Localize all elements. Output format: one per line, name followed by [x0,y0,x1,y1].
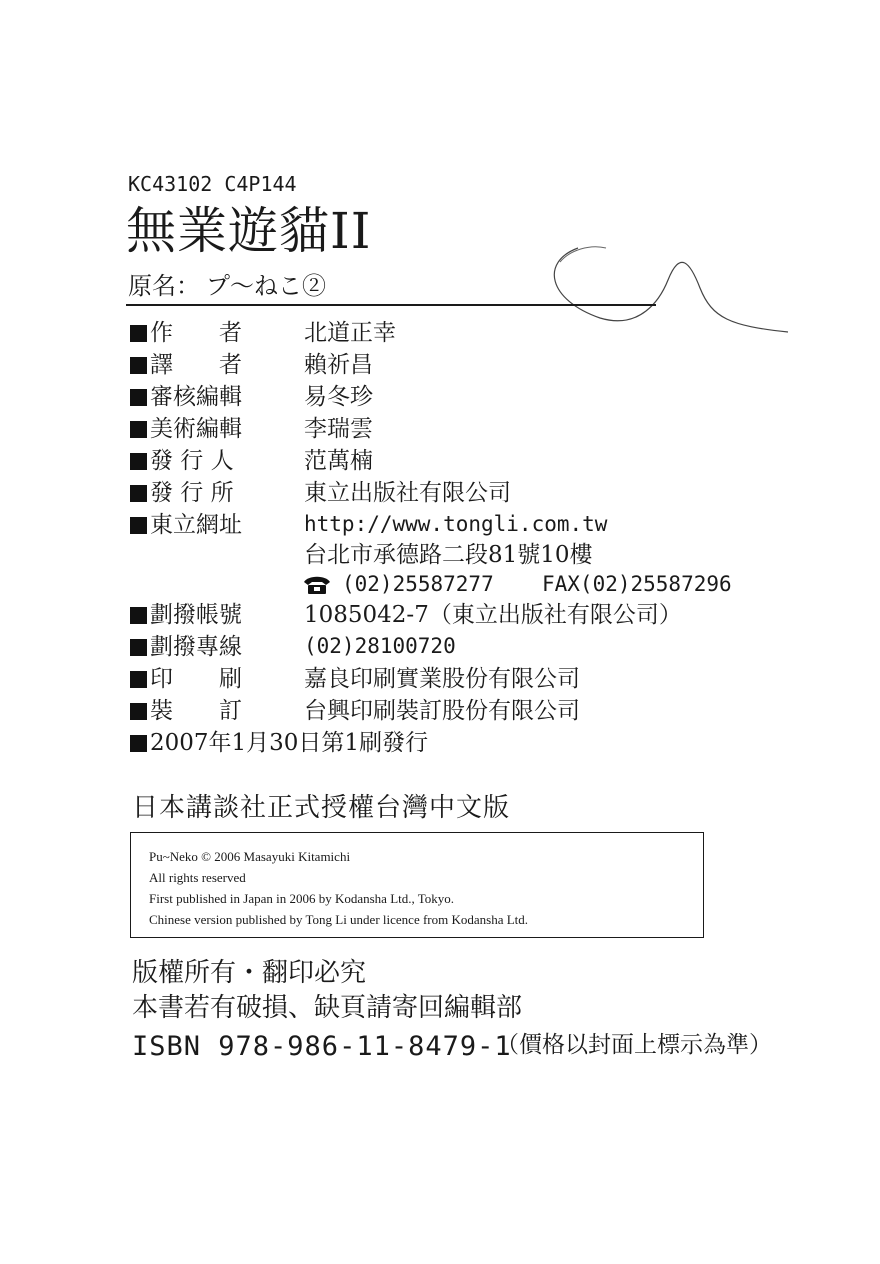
print-date: 2007年1月30日第1刷發行 [150,730,429,756]
credit-label-art-editor: 美術編輯 [150,416,242,442]
copyright-box [130,832,704,938]
bullet-square-icon [130,517,147,534]
website-link[interactable]: http://www.tongli.com.tw [304,512,608,536]
copyright-line: Chinese version published by Tong Li under licence from Kodansha Ltd. [149,912,529,927]
copyright-line: All rights reserved [149,870,246,885]
phone-number: (02)25587277 [342,572,494,596]
credit-value-author: 北道正幸 [304,320,396,346]
address-line: 台北市承德路二段81號10樓 [304,542,593,568]
bullet-square-icon [130,485,147,502]
bullet-square-icon [130,389,147,406]
credit-value-translator: 賴祈昌 [304,352,373,378]
credit-value-review-editor: 易冬珍 [304,384,373,410]
credit-value-publisher: 范萬楠 [304,448,373,474]
copyright-line: Pu~Neko © 2006 Masayuki Kitamichi [149,849,351,864]
credit-value-binder: 台興印刷裝訂股份有限公司 [304,698,580,724]
telephone-icon [302,574,332,596]
bullet-square-icon [130,325,147,342]
rights-notice: 版權所有・翻印必究 [132,958,367,988]
original-title-value: プ～ねこ② [206,272,326,300]
credit-value-publishing-house: 東立出版社有限公司 [304,480,511,506]
credit-label-author: 作 者 [150,320,242,346]
credit-value-account: 1085042-7（東立出版社有限公司） [304,602,682,628]
credit-label-publisher: 發 行 人 [150,448,234,474]
isbn: ISBN 978-986-11-8479-1 [132,1031,512,1062]
bullet-square-icon [130,357,147,374]
product-code: KC43102 C4P144 [128,172,297,196]
copyright-line: First published in Japan in 2006 by Kodansha Ltd., Tokyo. [149,891,455,906]
title-divider [126,304,656,306]
credit-value-hotline: (02)28100720 [304,634,456,658]
credit-label-translator: 譯 者 [150,352,242,378]
bullet-square-icon [130,639,147,656]
credit-label-review-editor: 審核編輯 [150,384,242,410]
credit-label-binder: 裝 訂 [150,698,242,724]
book-title: 無業遊貓II [126,202,372,260]
damage-notice: 本書若有破損、缺頁請寄回編輯部 [132,993,523,1023]
license-statement: 日本講談社正式授權台灣中文版 [132,793,511,823]
credit-label-website: 東立網址 [150,512,242,538]
credit-label-publishing-house: 發 行 所 [150,480,234,506]
bullet-square-icon [130,607,147,624]
bullet-square-icon [130,735,147,752]
bullet-square-icon [130,703,147,720]
original-title-label: 原名： [128,272,200,300]
credit-label-hotline: 劃撥專線 [150,634,242,660]
bullet-square-icon [130,453,147,470]
bullet-square-icon [130,671,147,688]
price-note: （價格以封面上標示為準） [496,1032,772,1058]
credit-value-art-editor: 李瑞雲 [304,416,373,442]
fax-number: FAX(02)25587296 [542,572,732,596]
credit-value-printer: 嘉良印刷實業股份有限公司 [304,666,580,692]
credit-label-printer: 印 刷 [150,666,242,692]
credit-label-account: 劃撥帳號 [150,602,242,628]
bullet-square-icon [130,421,147,438]
